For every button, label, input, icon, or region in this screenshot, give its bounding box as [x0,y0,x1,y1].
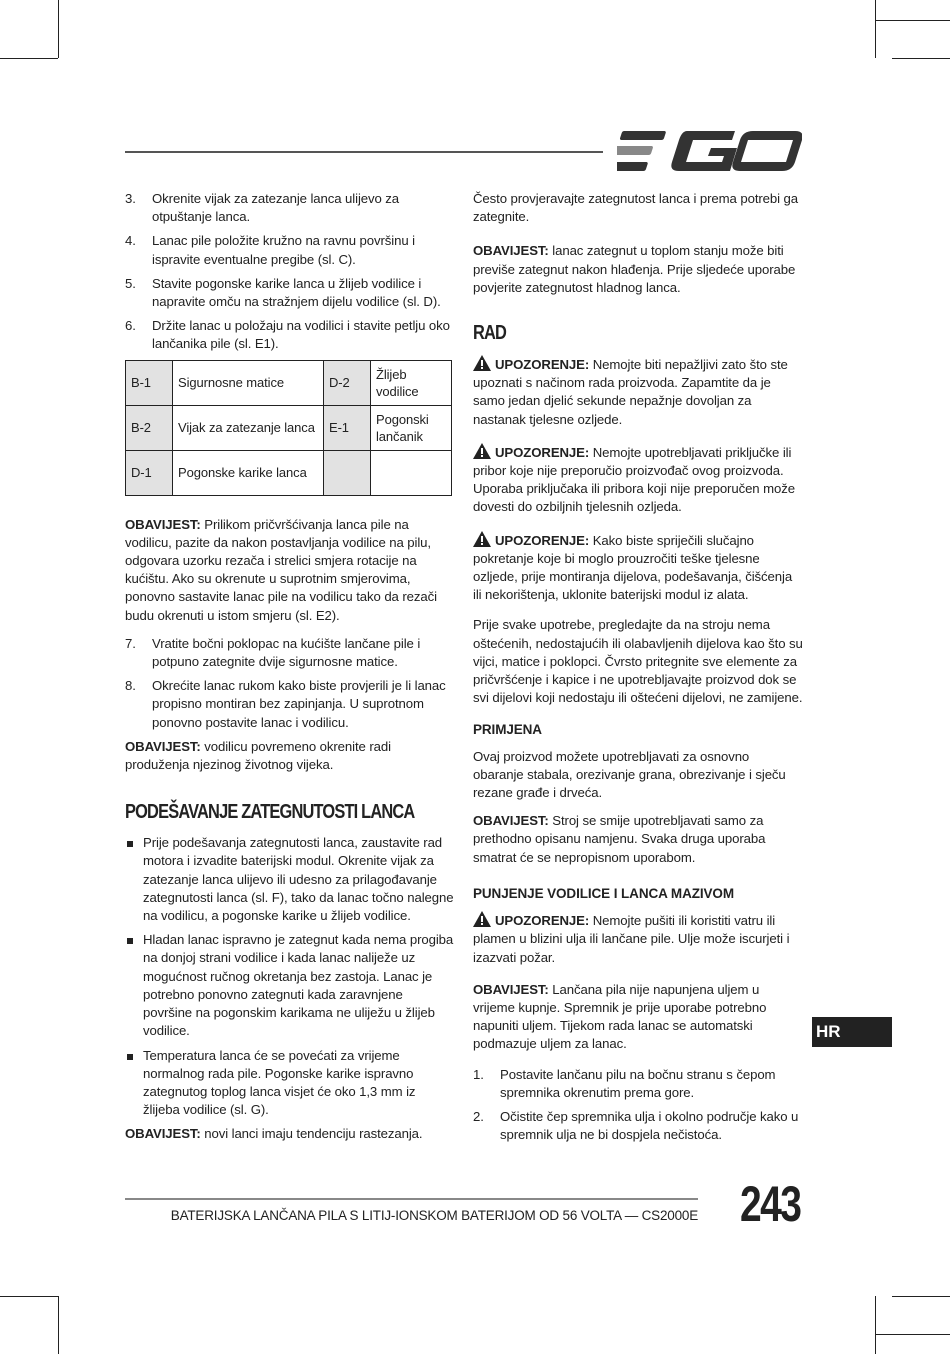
bullet-icon [127,1054,133,1060]
table-cell: B-2 [126,405,173,450]
warning-paragraph: UPOZORENJE: Nemojte pušiti ili koristiti vatru ili plamen u blizini ulja ili lančane pile. Ulje može iscurjeti i izazvati požar. [473,913,790,965]
bullet-icon [127,841,133,847]
warning-icon [473,355,491,371]
intro-paragraph: Često provjeravajte zategnutost lanca i prema potrebi ga zategnite. [473,191,799,225]
section-title: RAD [473,322,507,345]
crop-mark [58,0,59,58]
warning-icon [473,443,491,459]
assembly-steps-b [125,635,455,732]
crop-mark [58,1296,59,1354]
table-row [126,360,452,405]
list-item: 7. Vratite bočni poklopac na kućište lančane pile i potpuno zategnite dvije sigurnosne matice. [125,635,421,670]
footer-title: BATERIJSKA LANČANA PILA S LITIJ-IONSKOM BATERIJOM OD 56 VOLTA — CS2000E [170,1208,698,1223]
notice-paragraph: OBAVIJEST: vodilicu povremeno okrenite radi produženja njezinog životnog vijeka. [125,738,391,773]
list-item: 3. Okrenite vijak za zatezanje lanca ulijevo za otpuštanje lanca. [125,191,400,225]
bullet-icon [127,938,133,944]
table-cell [371,450,452,495]
list-item: 4. Lanac pile položite kružno na ravnu površinu i ispravite eventualne pregibe (sl. C). [125,233,415,267]
list-item: Hladan lanac ispravno je zategnut kada nema progiba na donjoj strani vodilice i kada lanac naliježe uz mogućnost ručnog okretanja bez zastoja. Lanac je potrebno ponovno zategnuti kada zaravnjene površine na pogonskim karikama ne uliježu u žlijeb vodilice. [125,931,455,1040]
language-tab: HR [812,1017,892,1047]
notice-paragraph: OBAVIJEST: Prilikom pričvršćivanja lanca pile na vodilicu, pazite da nakon postavljanja vodilice na pilu, odgovara uzorku rezača i strelici smjera rotacije na kućištu. Ako su okrenute u suprotnim smjerovima, ponovno sastavite lanac pile na vodilicu tako da rezači budu okrenuti u istom smjeru (sl. E2). [125,516,437,623]
crop-mark [875,0,876,58]
table-cell: D-1 [126,450,173,495]
right-column [473,190,803,1150]
section-title: PODEŠAVANJE ZATEGNUTOSTI LANCA [125,801,415,824]
warning-paragraph: UPOZORENJE: Nemojte upotrebljavati priključke ili pribor koje nije preporučio proizvođač ovog proizvoda. Uporaba priključaka ili pribora koji nije preporučen može dovesti do ozbiljnih tjelesnih ozljeda. [473,444,795,515]
parts-table [125,360,452,496]
assembly-steps-a [125,190,455,354]
table-row [126,405,452,450]
table-cell: Sigurnosne matice [173,360,324,405]
table-cell: Pogonske karike lanca [173,450,324,495]
crop-mark [0,1296,58,1297]
list-item: 6. Držite lanac u položaju na vodilici i stavite petlju oko lančanika pile (sl. E1). [125,318,450,352]
warning-icon [473,531,491,547]
notice-paragraph: OBAVIJEST: lanac zategnut u toplom stanju može biti previše zategnut nakon hlađenja. Prije sljedeće uporabe povjerite zategnutost hladnog lanca. [473,243,796,295]
tension-bullets [125,834,455,1119]
list-item: 2. Očistite čep spremnika ulja i okolno područje kako u spremnik ulja ne bi dospjela nečistoća. [473,1108,799,1143]
table-cell: B-1 [126,360,173,405]
table-cell: Žlijeb vodilice [371,360,452,405]
warning-paragraph: UPOZORENJE: Nemojte biti nepažljivi zato što ste upoznati s načinom rada proizvoda. Zapamtite da je samo jedan djelić sekunde nepažnje dovoljan za nastanak tjelesne ozljede. [473,357,788,427]
warning-paragraph: UPOZORENJE: Kako biste spriječili slučajno pokretanje koje bi moglo prouzročiti teške tjelesne ozljede, prije montiranja dijelova, podešavanja, čišćenja ili nekorištenja, uklonite baterijski modul iz alata. [473,532,793,603]
left-column [125,190,455,1154]
list-item: Prije podešavanja zategnutosti lanca, zaustavite rad motora i izvadite baterijski modul. Okrenite vijak za zatezanje lanca ulijevo ili udesno za prilagođavanje zategnutosti lanca (sl. F), tako da lanac točno nalegne na vodilicu, a pogonske karike u žlijeb vodilice. [125,834,455,925]
application-paragraph: Ovaj proizvod možete upotrebljavati za osnovno obaranje stabala, orezivanje grana, obrezivanje i sječu rezane građe i drveća. [473,748,786,801]
ego-logo [617,129,802,173]
table-cell: Pogonski lančanik [371,405,452,450]
list-item: 8. Okrećite lanac rukom kako biste provjerili je li lanac propisno montiran bez zapinjanja. U suprotnom ponovno postavite lanac i vodilicu. [125,678,446,730]
page-number: 243 [740,1176,801,1232]
subsection-title: PRIMJENA [473,722,542,738]
table-row [126,450,452,495]
notice-paragraph: OBAVIJEST: novi lanci imaju tendenciju rastezanja. [125,1126,423,1142]
crop-mark [892,58,950,59]
table-cell: E-1 [324,405,371,450]
subsection-title: PUNJENJE VODILICE I LANCA MAZIVOM [473,885,734,901]
warning-icon [473,911,491,927]
crop-mark [0,58,58,59]
list-item: 5. Stavite pogonske karike lanca u žlijeb vodilice i napravite omču na stražnjem dijelu vodilice (sl. D). [125,275,441,310]
crop-mark [892,1296,950,1297]
crop-mark [875,20,950,21]
crop-mark [875,1296,876,1354]
table-cell [324,450,371,495]
list-item: Temperatura lanca će se povećati za vrijeme normalnog rada pile. Pogonske karike ispravno zategnutog toplog lanca visjet će oko 1,3 mm iz žlijeba vodilice (sl. G). [125,1047,455,1120]
footer-rule [125,1198,698,1200]
notice-paragraph: OBAVIJEST: Lančana pila nije napunjena uljem u vrijeme kupnje. Spremnik je prije uporabe potrebno napuniti uljem. Tijekom rada lanac se automatski podmazuje uljem za lanac. [473,981,767,1052]
table-cell: Vijak za zatezanje lanca [173,405,324,450]
table-cell: D-2 [324,360,371,405]
crop-mark [875,1334,950,1335]
header-rule [125,151,603,153]
notice-paragraph: OBAVIJEST: Stroj se smije upotrebljavati samo za prethodno opisanu namjenu. Svaka druga uporaba smatrat će se nepropisnom uporabom. [473,813,766,865]
list-item: 1. Postavite lančanu pilu na bočnu stranu s čepom spremnika okrenutim prema gore. [473,1066,776,1100]
oil-steps [473,1066,803,1145]
inspection-paragraph: Prije svake upotrebe, pregledajte da na stroju nema oštećenih, nedostajućih ili olabavljenih dijelova kao što su vijci, matice i poklopci. Čvrsto pritegnite sve elemente za pričvršćenje i kapice i ne upotrebljavajte proizvod dok se svi dijelovi koji nedostaju ili oštećeni dijelovi, ne zamijene. [473,617,803,706]
